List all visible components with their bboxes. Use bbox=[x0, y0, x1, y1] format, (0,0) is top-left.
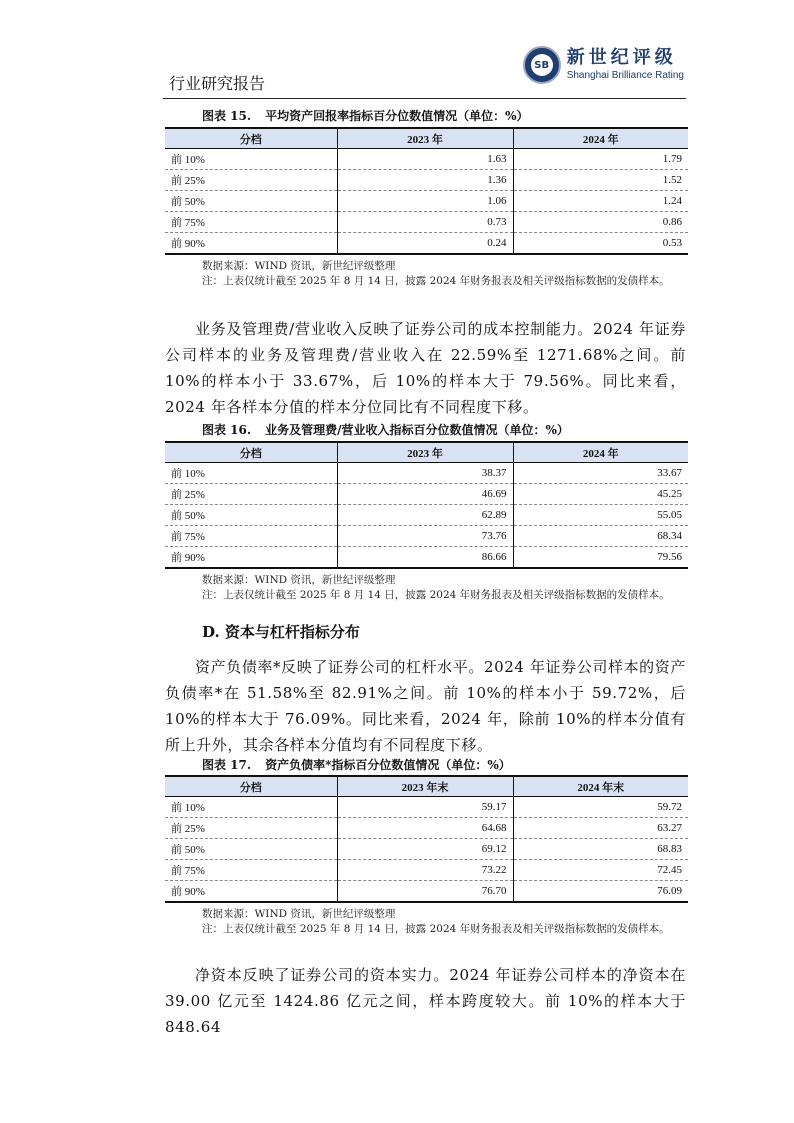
table-row: 前 10% 38.37 33.67 bbox=[165, 463, 688, 484]
brand bbox=[523, 46, 684, 84]
footnote: 注：上表仅统计截至 2025 年 8 月 14 日，披露 2024 年财务报表及相关评级指标数据的发债样本。 bbox=[202, 923, 670, 935]
report-type: 行业研究报告 bbox=[169, 74, 266, 93]
column-header: 分档 bbox=[165, 442, 337, 463]
table-17 bbox=[165, 775, 688, 903]
column-header: 2023 年 bbox=[337, 128, 513, 149]
table-row: 前 75% 73.76 68.34 bbox=[165, 526, 688, 547]
source-note: 数据来源：WIND 资讯，新世纪评级整理 bbox=[202, 908, 396, 920]
table-row: 前 75% 73.22 72.45 bbox=[165, 860, 688, 881]
section-heading: D. 资本与杠杆指标分布 bbox=[202, 623, 360, 641]
paragraph-net-capital: 净资本反映了证券公司的资本实力。2024 年证券公司样本的净资本在 39.00 亿元至 1424.86 亿元之间，样本跨度较大。前 10%的样本大于 848.64 bbox=[165, 966, 686, 1036]
table-row: 前 90% 86.66 79.56 bbox=[165, 547, 688, 569]
table-row: 前 50% 69.12 68.83 bbox=[165, 839, 688, 860]
column-header: 2023 年 bbox=[337, 442, 513, 463]
column-header: 分档 bbox=[165, 128, 337, 149]
column-header: 分档 bbox=[165, 776, 337, 797]
logo-glyph: SB bbox=[531, 54, 553, 76]
brand-name-cn: 新世纪评级 bbox=[566, 47, 677, 68]
column-header: 2023 年末 bbox=[337, 776, 513, 797]
table-17-caption: 图表 17. 资产负债率*指标百分位数值情况（单位：%） bbox=[202, 758, 511, 772]
brand-logo-icon bbox=[523, 46, 561, 84]
table-row: 前 25% 1.36 1.52 bbox=[165, 170, 688, 191]
source-note: 数据来源：WIND 资讯，新世纪评级整理 bbox=[202, 260, 396, 272]
paragraph-leverage: 资产负债率*反映了证券公司的杠杆水平。2024 年证券公司样本的资产负债率*在 51.58%至 82.91%之间。前 10%的样本小于 59.72%，后 10%的样本大于 76.09%。同比来看，2024 年，除前 10%的样本分值有所上升外，其余各样本分值均有不同程度下移。 bbox=[165, 658, 686, 754]
table-17-notes bbox=[202, 907, 682, 937]
source-note: 数据来源：WIND 资讯，新世纪评级整理 bbox=[202, 574, 396, 586]
table-row: 前 90% 0.24 0.53 bbox=[165, 233, 688, 255]
table-row: 前 50% 1.06 1.24 bbox=[165, 191, 688, 212]
table-row: 前 25% 46.69 45.25 bbox=[165, 484, 688, 505]
table-15-notes bbox=[202, 259, 682, 289]
table-16 bbox=[165, 441, 688, 569]
table-row: 前 50% 62.89 55.05 bbox=[165, 505, 688, 526]
column-header: 2024 年 bbox=[513, 128, 688, 149]
footnote: 注：上表仅统计截至 2025 年 8 月 14 日，披露 2024 年财务报表及相关评级指标数据的发债样本。 bbox=[202, 589, 670, 601]
table-row: 前 10% 1.63 1.79 bbox=[165, 149, 688, 170]
table-row: 前 25% 64.68 63.27 bbox=[165, 818, 688, 839]
column-header: 2024 年 bbox=[513, 442, 688, 463]
table-16-caption: 图表 16. 业务及管理费/营业收入指标百分位数值情况（单位：%） bbox=[202, 423, 569, 437]
table-15 bbox=[165, 127, 688, 255]
table-row: 前 90% 76.70 76.09 bbox=[165, 881, 688, 903]
table-row: 前 75% 0.73 0.86 bbox=[165, 212, 688, 233]
table-16-notes bbox=[202, 573, 682, 603]
footnote: 注：上表仅统计截至 2025 年 8 月 14 日，披露 2024 年财务报表及相关评级指标数据的发债样本。 bbox=[202, 275, 670, 287]
table-15-caption: 图表 15. 平均资产回报率指标百分位数值情况（单位：%） bbox=[202, 109, 529, 123]
brand-name-en: Shanghai Brilliance Rating bbox=[566, 70, 684, 81]
paragraph-cost-control: 业务及管理费/营业收入反映了证券公司的成本控制能力。2024 年证券公司样本的业务及管理费/营业收入在 22.59%至 1271.68%之间。前 10%的样本小于 33.67%，后 10%的样本大于 79.56%。同比来看，2024 年各样本分值的样本分位同比有不同程度下移。 bbox=[165, 320, 686, 416]
table-row: 前 10% 59.17 59.72 bbox=[165, 797, 688, 818]
column-header: 2024 年末 bbox=[513, 776, 688, 797]
page-header bbox=[163, 44, 686, 99]
